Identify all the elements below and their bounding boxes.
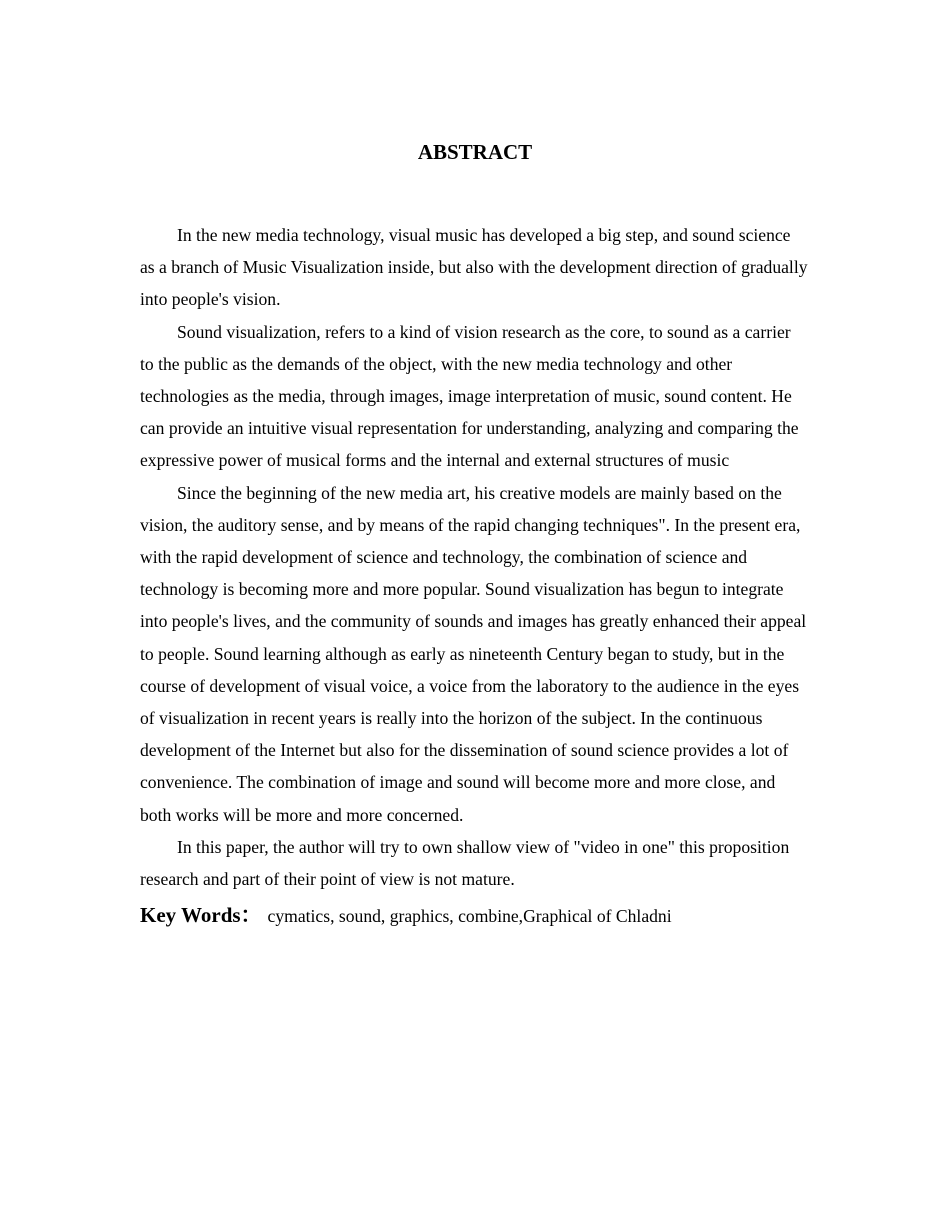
keywords-label: Key Words： xyxy=(140,903,262,928)
keywords-line xyxy=(140,897,808,934)
abstract-paragraph-1: In the new media technology, visual music has developed a big step, and sound science as a branch of Music Visualization inside, but also with the development direction of gradually into people's vision. xyxy=(140,225,808,310)
abstract-paragraph-2: Sound visualization, refers to a kind of vision research as the core, to sound as a carrier to the public as the demands of the object, with the new media technology and other technologies as the media, through images, image interpretation of music, sound content. He can provide an intuitive visual representation for understanding, analyzing and comparing the expressive power of musical forms and the internal and external structures of music xyxy=(140,321,799,471)
abstract-title: ABSTRACT xyxy=(417,140,533,164)
abstract-paragraph-3: Since the beginning of the new media art, his creative models are mainly based on the vision, the auditory sense, and by means of the rapid changing techniques". In the present era, with the rapid development of science and technology, the combination of science and technology is becoming more and more popular. Sound visualization has begun to integrate into people's lives, and the community of sounds and images has greatly enhanced their appeal to people. Sound learning although as early as nineteenth Century began to study, but in the course of development of visual voice, a voice from the laboratory to the audience in the eyes of visualization in recent years is really into the horizon of the subject. In the continuous development of the Internet but also for the dissemination of sound science provides a lot of convenience. The combination of image and sound will become more and more close, and both works will be more and more concerned. xyxy=(140,482,807,825)
keywords-value: cymatics, sound, graphics, combine,Graphical of Chladni xyxy=(267,906,672,927)
abstract-paragraph-4: In this paper, the author will try to own shallow view of "video in one" this proposition research and part of their point of view is not mature. xyxy=(140,836,790,890)
abstract-body xyxy=(140,219,808,934)
